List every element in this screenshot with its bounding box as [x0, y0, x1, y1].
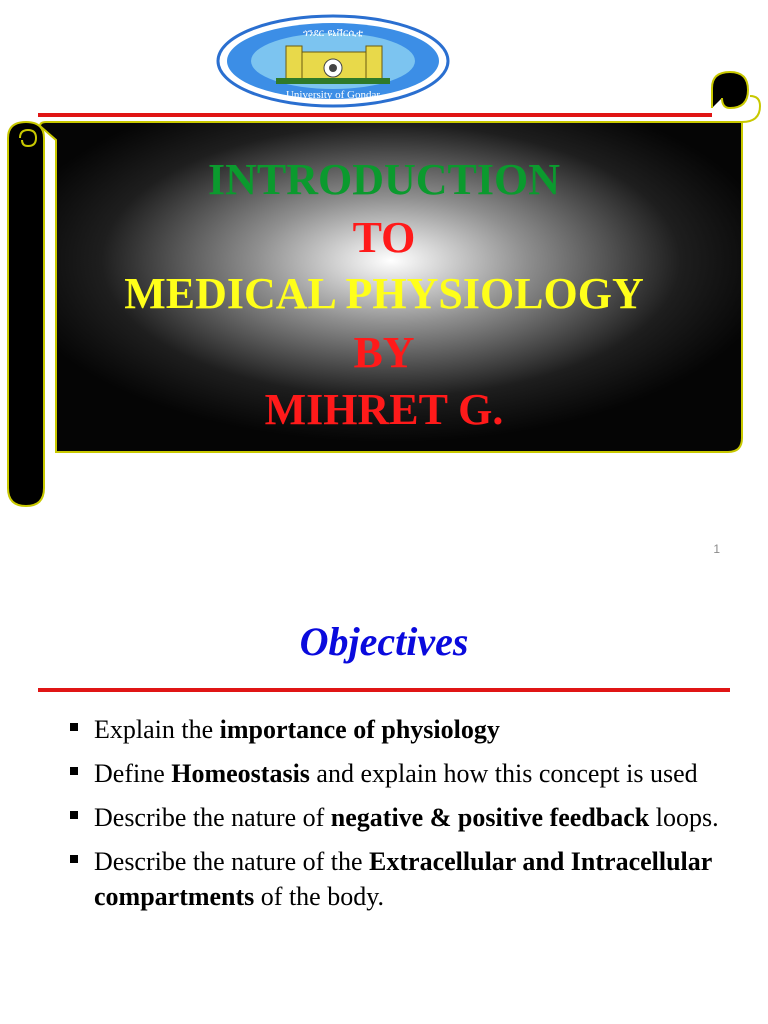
- objective-text: and explain how this concept is used: [309, 759, 698, 788]
- logo-bottom-text: University of Gondar: [285, 89, 381, 101]
- objective-item: [70, 844, 740, 914]
- objective-emphasis: negative & positive feedback: [330, 803, 650, 832]
- title-line-introduction: INTRODUCTION: [207, 155, 561, 204]
- objective-text: of the body.: [254, 882, 385, 911]
- objectives-title: Objectives: [299, 619, 469, 664]
- objective-emphasis: Homeostasis: [171, 759, 310, 788]
- bullet-square-icon: [70, 767, 78, 775]
- objective-item: [70, 712, 740, 747]
- university-logo: [216, 14, 450, 108]
- bullet-square-icon: [70, 855, 78, 863]
- title-divider: [38, 688, 730, 692]
- objective-text: Describe the nature of the: [94, 847, 370, 876]
- objectives-list: [70, 712, 740, 923]
- title-line-by: BY: [353, 328, 415, 377]
- objective-item: [70, 756, 740, 791]
- objective-text: Describe the nature of: [94, 803, 331, 832]
- objective-emphasis: Extracellular and Intracellular compartments: [94, 847, 712, 911]
- objective-text: Define: [94, 759, 172, 788]
- objective-emphasis: importance of physiology: [219, 715, 500, 744]
- title-line-subject: MEDICAL PHYSIOLOGY: [124, 269, 644, 318]
- objective-text: Explain the: [94, 715, 220, 744]
- logo-top-text: ጎንደር ዩኒቨርሲቲ: [302, 28, 364, 39]
- bullet-square-icon: [70, 811, 78, 819]
- bullet-square-icon: [70, 723, 78, 731]
- slide-number: 1: [713, 542, 720, 556]
- slide-2: [0, 576, 768, 1024]
- title-line-to: TO: [352, 213, 416, 262]
- castle-icon: [276, 46, 390, 84]
- objective-text: loops.: [649, 803, 719, 832]
- objective-item: [70, 800, 740, 835]
- title-line-author: MIHRET G.: [264, 385, 504, 434]
